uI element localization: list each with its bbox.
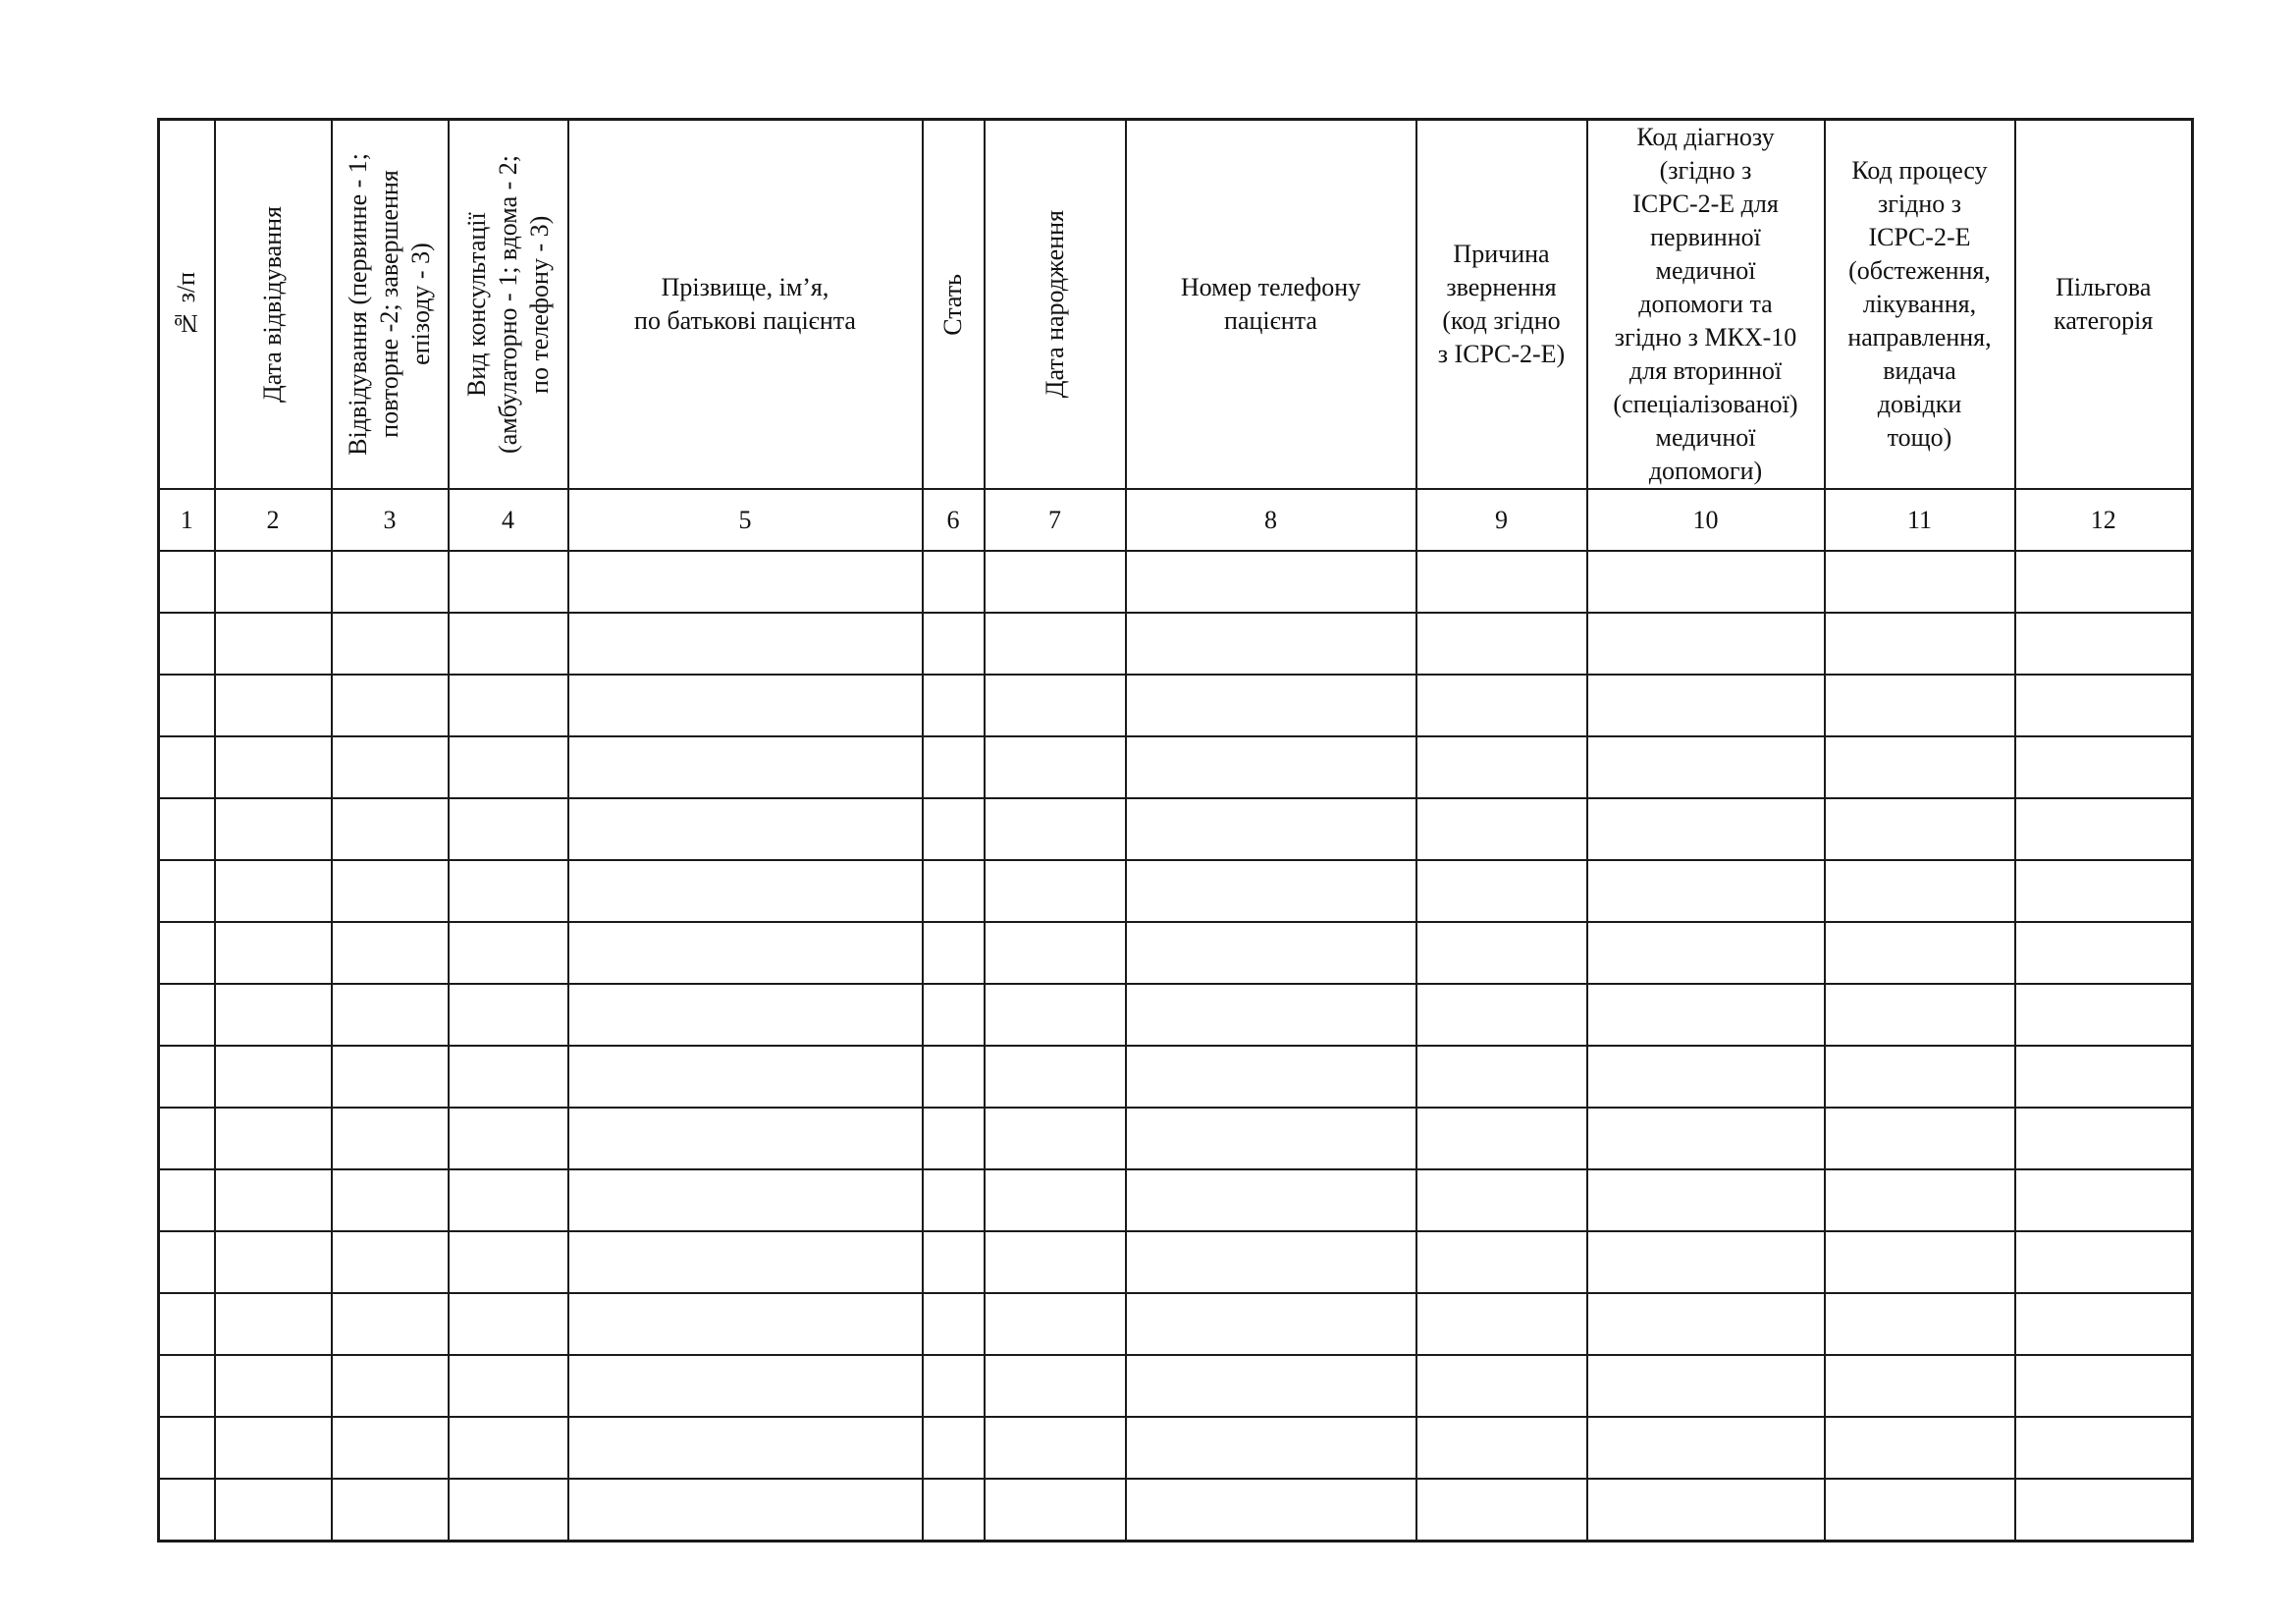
table-cell[interactable] xyxy=(1416,1046,1587,1108)
table-cell[interactable] xyxy=(159,1293,215,1355)
table-row xyxy=(159,860,2193,922)
table-cell[interactable] xyxy=(923,1355,985,1417)
table-cell[interactable] xyxy=(215,1169,332,1231)
table-cell[interactable] xyxy=(1126,613,1416,675)
table-cell[interactable] xyxy=(985,675,1126,736)
table-cell[interactable] xyxy=(2015,1108,2193,1169)
table-cell[interactable] xyxy=(1126,984,1416,1046)
table-cell[interactable] xyxy=(215,984,332,1046)
table-cell[interactable] xyxy=(449,1231,568,1293)
header-label: Причина звернення (код згідно з ICPC-2-E) xyxy=(1437,240,1566,368)
table-cell[interactable] xyxy=(2015,860,2193,922)
table-cell[interactable] xyxy=(449,736,568,798)
table-cell[interactable] xyxy=(1416,1169,1587,1231)
table-cell[interactable] xyxy=(449,675,568,736)
table-cell[interactable] xyxy=(985,1293,1126,1355)
table-cell[interactable] xyxy=(1825,736,2015,798)
table-cell[interactable] xyxy=(332,798,449,860)
table-row xyxy=(159,1169,2193,1231)
table-cell[interactable] xyxy=(1825,1108,2015,1169)
table-cell[interactable] xyxy=(1416,675,1587,736)
table-cell[interactable] xyxy=(332,922,449,984)
table-cell[interactable] xyxy=(449,1169,568,1231)
table-cell[interactable] xyxy=(1126,860,1416,922)
table-cell[interactable] xyxy=(568,1355,923,1417)
table-row xyxy=(159,1046,2193,1108)
table-cell[interactable] xyxy=(449,1108,568,1169)
table-cell[interactable] xyxy=(1587,1355,1825,1417)
table-cell[interactable] xyxy=(985,1231,1126,1293)
header-cell xyxy=(1416,120,1587,490)
table-cell[interactable] xyxy=(1587,551,1825,613)
table-cell[interactable] xyxy=(1126,1417,1416,1479)
table-cell[interactable] xyxy=(1825,1417,2015,1479)
table-row xyxy=(159,1231,2193,1293)
table-cell[interactable] xyxy=(923,1169,985,1231)
table-cell[interactable] xyxy=(2015,922,2193,984)
header-cell xyxy=(215,120,332,490)
table-cell[interactable] xyxy=(215,675,332,736)
vertical-header-wrap xyxy=(924,123,984,487)
table-row xyxy=(159,675,2193,736)
table-cell[interactable] xyxy=(1416,1417,1587,1479)
table-cell[interactable] xyxy=(1587,1479,1825,1541)
table-cell[interactable] xyxy=(159,1231,215,1293)
table-cell[interactable] xyxy=(1126,798,1416,860)
table-cell[interactable] xyxy=(1825,984,2015,1046)
table-cell[interactable] xyxy=(1416,1479,1587,1541)
table-cell[interactable] xyxy=(985,736,1126,798)
table-cell[interactable] xyxy=(923,1108,985,1169)
table-row xyxy=(159,1108,2193,1169)
table-cell[interactable] xyxy=(1416,736,1587,798)
table-row xyxy=(159,736,2193,798)
table-cell[interactable] xyxy=(568,675,923,736)
table-cell[interactable] xyxy=(923,922,985,984)
table-cell[interactable] xyxy=(159,1479,215,1541)
column-number-cell: 6 xyxy=(923,489,985,551)
column-number-cell: 3 xyxy=(332,489,449,551)
header-label: Код діагнозу (згідно з ICPC-2-E для первинної медичної допомоги та згідно з МКХ-10 для вторинної (спеціалізованої) медичної допомоги) xyxy=(1613,123,1798,485)
header-cell xyxy=(923,120,985,490)
table-cell[interactable] xyxy=(1126,551,1416,613)
table-cell[interactable] xyxy=(923,1479,985,1541)
table-cell[interactable] xyxy=(215,1417,332,1479)
patient-visit-register-table xyxy=(157,118,2194,1543)
table-cell[interactable] xyxy=(449,860,568,922)
table-cell[interactable] xyxy=(568,1293,923,1355)
header-cell xyxy=(2015,120,2193,490)
table-cell[interactable] xyxy=(923,798,985,860)
table-cell[interactable] xyxy=(332,1169,449,1231)
table-cell[interactable] xyxy=(1416,860,1587,922)
table-row xyxy=(159,798,2193,860)
table-cell[interactable] xyxy=(568,1479,923,1541)
table-cell[interactable] xyxy=(1825,860,2015,922)
table-cell[interactable] xyxy=(1825,1293,2015,1355)
table-cell[interactable] xyxy=(215,1231,332,1293)
table-cell[interactable] xyxy=(985,984,1126,1046)
header-label: Дата народження xyxy=(1040,210,1069,399)
header-label: Пільгова категорія xyxy=(2054,273,2154,335)
table-cell[interactable] xyxy=(2015,1293,2193,1355)
table-cell[interactable] xyxy=(1126,1231,1416,1293)
table-cell[interactable] xyxy=(1587,736,1825,798)
table-cell[interactable] xyxy=(159,1046,215,1108)
table-cell[interactable] xyxy=(923,675,985,736)
header-label: Стать xyxy=(938,273,967,336)
header-cell xyxy=(1587,120,1825,490)
table-cell[interactable] xyxy=(215,860,332,922)
table-cell[interactable] xyxy=(923,1293,985,1355)
table-cell[interactable] xyxy=(923,736,985,798)
table-cell[interactable] xyxy=(1587,1108,1825,1169)
table-cell[interactable] xyxy=(2015,1479,2193,1541)
table-cell[interactable] xyxy=(1416,1231,1587,1293)
table-cell[interactable] xyxy=(1587,860,1825,922)
table-cell[interactable] xyxy=(1416,551,1587,613)
table-cell[interactable] xyxy=(1126,1355,1416,1417)
table-cell[interactable] xyxy=(985,860,1126,922)
table-cell[interactable] xyxy=(449,1293,568,1355)
table-cell[interactable] xyxy=(159,613,215,675)
table-cell[interactable] xyxy=(1587,1417,1825,1479)
table-cell[interactable] xyxy=(332,736,449,798)
table-cell[interactable] xyxy=(449,1417,568,1479)
table-cell[interactable] xyxy=(449,1355,568,1417)
table-cell[interactable] xyxy=(1587,1293,1825,1355)
table-cell[interactable] xyxy=(1825,922,2015,984)
table-cell[interactable] xyxy=(1587,1169,1825,1231)
table-cell[interactable] xyxy=(332,1293,449,1355)
header-row xyxy=(159,120,2193,490)
table-cell[interactable] xyxy=(1825,1479,2015,1541)
table-cell[interactable] xyxy=(215,736,332,798)
table-cell[interactable] xyxy=(1587,798,1825,860)
header-cell xyxy=(449,120,568,490)
table-cell[interactable] xyxy=(2015,1046,2193,1108)
table-cell[interactable] xyxy=(215,1108,332,1169)
table-cell[interactable] xyxy=(568,922,923,984)
table-cell[interactable] xyxy=(159,1417,215,1479)
table-cell[interactable] xyxy=(985,1479,1126,1541)
table-cell[interactable] xyxy=(215,1293,332,1355)
header-label: Дата відвідування xyxy=(258,205,287,404)
table-cell[interactable] xyxy=(2015,1231,2193,1293)
table-cell[interactable] xyxy=(1126,736,1416,798)
table-cell[interactable] xyxy=(1416,1108,1587,1169)
table-cell[interactable] xyxy=(985,551,1126,613)
table-cell[interactable] xyxy=(332,551,449,613)
table-cell[interactable] xyxy=(215,1355,332,1417)
table-cell[interactable] xyxy=(1416,798,1587,860)
header-cell xyxy=(1825,120,2015,490)
header-cell xyxy=(332,120,449,490)
table-body xyxy=(159,551,2193,1541)
table-cell[interactable] xyxy=(1126,1169,1416,1231)
column-number-cell: 9 xyxy=(1416,489,1587,551)
table-cell[interactable] xyxy=(1587,984,1825,1046)
table-cell[interactable] xyxy=(215,551,332,613)
column-number-cell: 12 xyxy=(2015,489,2193,551)
table-cell[interactable] xyxy=(568,1046,923,1108)
column-number-cell: 7 xyxy=(985,489,1126,551)
table-cell[interactable] xyxy=(159,798,215,860)
table-cell[interactable] xyxy=(159,675,215,736)
header-cell xyxy=(985,120,1126,490)
table-row xyxy=(159,1355,2193,1417)
table-cell[interactable] xyxy=(1126,1479,1416,1541)
table-cell[interactable] xyxy=(449,1046,568,1108)
vertical-header-wrap xyxy=(986,123,1125,487)
table-cell[interactable] xyxy=(332,1417,449,1479)
table-cell[interactable] xyxy=(159,860,215,922)
table-cell[interactable] xyxy=(2015,551,2193,613)
table-cell[interactable] xyxy=(1825,1355,2015,1417)
table-cell[interactable] xyxy=(332,1046,449,1108)
table-cell[interactable] xyxy=(2015,984,2193,1046)
column-number-cell: 4 xyxy=(449,489,568,551)
table-cell[interactable] xyxy=(923,1231,985,1293)
table-cell[interactable] xyxy=(985,1355,1126,1417)
header-label: Код процесу згідно з ICPC-2-E (обстеження, лікування, направлення, видача довідки тощо) xyxy=(1847,156,1992,452)
table-cell[interactable] xyxy=(568,613,923,675)
table-cell[interactable] xyxy=(568,860,923,922)
table-cell[interactable] xyxy=(1416,922,1587,984)
table-cell[interactable] xyxy=(449,798,568,860)
header-label: Відвідування (первинне - 1; повторне -2; завершення епізоду - 3) xyxy=(344,153,435,456)
table-cell[interactable] xyxy=(923,551,985,613)
table-row xyxy=(159,984,2193,1046)
table-cell[interactable] xyxy=(2015,736,2193,798)
header-label: Прізвище, ім’я, по батькові пацієнта xyxy=(634,273,856,335)
table-row xyxy=(159,1417,2193,1479)
table-cell[interactable] xyxy=(985,1046,1126,1108)
table-cell[interactable] xyxy=(159,1108,215,1169)
table-cell[interactable] xyxy=(449,922,568,984)
table-cell[interactable] xyxy=(985,1108,1126,1169)
table-cell[interactable] xyxy=(1416,984,1587,1046)
table-cell[interactable] xyxy=(568,1108,923,1169)
table-cell[interactable] xyxy=(1825,613,2015,675)
table-cell[interactable] xyxy=(215,1479,332,1541)
table-cell[interactable] xyxy=(159,551,215,613)
table-cell[interactable] xyxy=(1126,922,1416,984)
column-number-cell: 1 xyxy=(159,489,215,551)
table-cell[interactable] xyxy=(332,1355,449,1417)
table-cell[interactable] xyxy=(1825,551,2015,613)
header-cell xyxy=(568,120,923,490)
table-cell[interactable] xyxy=(159,922,215,984)
table-cell[interactable] xyxy=(449,1479,568,1541)
table-cell[interactable] xyxy=(568,1169,923,1231)
table-row xyxy=(159,1293,2193,1355)
column-number-cell: 2 xyxy=(215,489,332,551)
vertical-header-wrap xyxy=(160,123,214,487)
table-cell[interactable] xyxy=(159,1355,215,1417)
table-cell[interactable] xyxy=(215,798,332,860)
table-cell[interactable] xyxy=(1825,1046,2015,1108)
header-label: № з/п xyxy=(172,271,201,338)
table-cell[interactable] xyxy=(159,984,215,1046)
table-cell[interactable] xyxy=(449,551,568,613)
table-cell[interactable] xyxy=(923,984,985,1046)
table-cell[interactable] xyxy=(159,736,215,798)
table-cell[interactable] xyxy=(923,1046,985,1108)
table-row xyxy=(159,613,2193,675)
table-cell[interactable] xyxy=(332,1231,449,1293)
vertical-header-wrap xyxy=(333,123,448,487)
table-cell[interactable] xyxy=(1587,675,1825,736)
column-number-cell: 10 xyxy=(1587,489,1825,551)
table-cell[interactable] xyxy=(1587,1231,1825,1293)
table-cell[interactable] xyxy=(1587,613,1825,675)
table-cell[interactable] xyxy=(1416,1355,1587,1417)
table-cell[interactable] xyxy=(1126,1293,1416,1355)
vertical-header-wrap xyxy=(216,123,331,487)
table-cell[interactable] xyxy=(568,984,923,1046)
table-cell[interactable] xyxy=(215,1046,332,1108)
table-cell[interactable] xyxy=(923,860,985,922)
table-cell[interactable] xyxy=(215,922,332,984)
header-cell xyxy=(159,120,215,490)
table-row xyxy=(159,551,2193,613)
table-cell[interactable] xyxy=(568,551,923,613)
table-cell[interactable] xyxy=(985,613,1126,675)
table-cell[interactable] xyxy=(2015,675,2193,736)
table-cell[interactable] xyxy=(985,922,1126,984)
table-cell[interactable] xyxy=(1587,922,1825,984)
header-cell xyxy=(1126,120,1416,490)
vertical-header-wrap xyxy=(450,123,567,487)
table-cell[interactable] xyxy=(332,613,449,675)
table-cell[interactable] xyxy=(568,1231,923,1293)
column-number-cell: 5 xyxy=(568,489,923,551)
table-cell[interactable] xyxy=(2015,613,2193,675)
table-row xyxy=(159,1479,2193,1541)
table-cell[interactable] xyxy=(568,1417,923,1479)
table-cell[interactable] xyxy=(1126,675,1416,736)
table-cell[interactable] xyxy=(1825,1231,2015,1293)
table-cell[interactable] xyxy=(332,860,449,922)
table-cell[interactable] xyxy=(1825,798,2015,860)
table-cell[interactable] xyxy=(1126,1108,1416,1169)
table-cell[interactable] xyxy=(1825,1169,2015,1231)
table-cell[interactable] xyxy=(449,613,568,675)
table-cell[interactable] xyxy=(332,1108,449,1169)
table-cell[interactable] xyxy=(985,1169,1126,1231)
table-cell[interactable] xyxy=(449,984,568,1046)
table-cell[interactable] xyxy=(923,613,985,675)
table-cell[interactable] xyxy=(215,613,332,675)
table-cell[interactable] xyxy=(1825,675,2015,736)
table-cell[interactable] xyxy=(332,984,449,1046)
table-cell[interactable] xyxy=(568,736,923,798)
column-number-cell: 11 xyxy=(1825,489,2015,551)
table-cell[interactable] xyxy=(332,1479,449,1541)
table-cell[interactable] xyxy=(985,1417,1126,1479)
table-cell[interactable] xyxy=(923,1417,985,1479)
table-cell[interactable] xyxy=(1126,1046,1416,1108)
column-number-cell: 8 xyxy=(1126,489,1416,551)
table-cell[interactable] xyxy=(1416,613,1587,675)
header-label: Вид консультації (амбулаторно - 1; вдома - 2; по телефону - 3) xyxy=(461,155,554,454)
table-cell[interactable] xyxy=(2015,1355,2193,1417)
table-cell[interactable] xyxy=(2015,798,2193,860)
table-cell[interactable] xyxy=(1416,1293,1587,1355)
table-cell[interactable] xyxy=(2015,1417,2193,1479)
table-cell[interactable] xyxy=(1587,1046,1825,1108)
table-cell[interactable] xyxy=(568,798,923,860)
column-number-row xyxy=(159,489,2193,551)
table-cell[interactable] xyxy=(332,675,449,736)
header-label: Номер телефону пацієнта xyxy=(1180,273,1362,335)
table-cell[interactable] xyxy=(159,1169,215,1231)
table-row xyxy=(159,922,2193,984)
table-cell[interactable] xyxy=(985,798,1126,860)
table-cell[interactable] xyxy=(2015,1169,2193,1231)
